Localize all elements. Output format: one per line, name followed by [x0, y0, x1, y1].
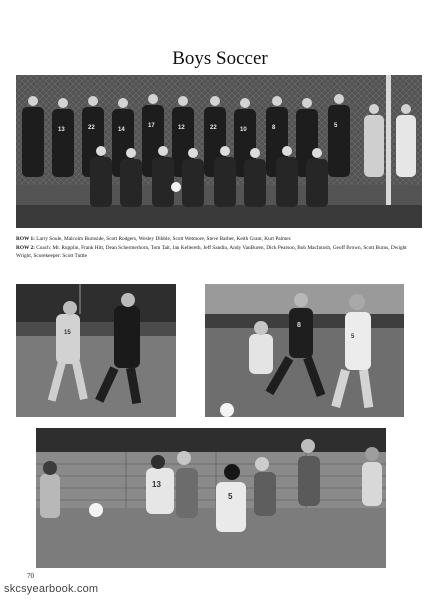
page-number: 70 [27, 572, 34, 580]
jersey-number: 5 [228, 492, 233, 501]
site-watermark: skcsyearbook.com [4, 583, 99, 595]
caption-row2-text: Coach: Mr. Rupplin, Frank Hitt, Dean Schermerhorn, Tom Tait, Jan Kellereth, Jeff Sandin, Andy VanBuren, Dick Pearson, Bob MacIntosh, Geoff Brown, Scott Burns, Dwight Wright, Scorekeeper: Scott Tuttle [16, 244, 407, 260]
jersey-number: 5 [351, 334, 355, 340]
jersey-number: 13 [152, 480, 161, 489]
caption-row2-label: ROW 2: [16, 244, 35, 251]
team-photo-caption [16, 235, 424, 261]
team-photo [16, 75, 422, 228]
action-photo-top-right [205, 284, 404, 417]
jersey-number: 8 [297, 322, 301, 329]
jersey-number: 13 [58, 127, 65, 133]
jersey-number: 8 [272, 125, 276, 131]
jersey-number: 12 [178, 125, 185, 131]
jersey-number: 17 [148, 123, 155, 129]
jersey-number: 22 [88, 125, 95, 131]
action-photo-bottom [36, 428, 386, 568]
caption-row1-text: Larry Soule, Malcolm Burnside, Scott Rodgers, Wesley Dibble, Scott Wetmore, Steve Barber, Keith Grant, Kurt Palmer. [36, 236, 292, 242]
caption-row1-label: ROW 1: [16, 236, 35, 242]
jersey-number: 14 [118, 127, 125, 133]
jersey-number: 10 [240, 127, 247, 133]
jersey-number: 5 [334, 123, 338, 129]
jersey-number: 15 [64, 330, 71, 336]
action-photo-top-left [16, 284, 176, 417]
jersey-number: 22 [210, 125, 217, 131]
page-title: Boys Soccer [172, 48, 268, 69]
